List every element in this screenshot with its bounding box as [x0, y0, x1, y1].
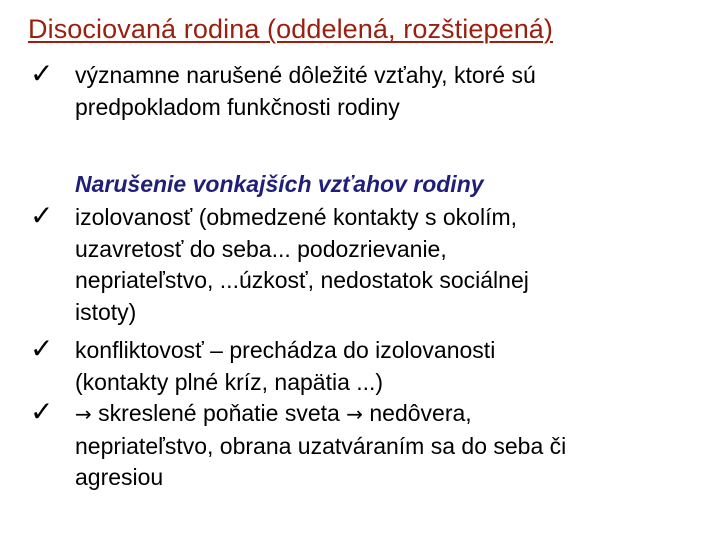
bullet-item-2-line: nepriateľstvo, ...úzkosť, nedostatok sociálnej: [75, 267, 529, 293]
bullet-item-1-line: predpokladom funkčnosti rodiny: [75, 93, 400, 120]
bullet-item-1: [75, 60, 536, 123]
bullet-item-2-line: istoty): [75, 298, 137, 325]
checkmark-icon: ✓: [30, 332, 54, 365]
arrow-right-icon: →: [75, 402, 92, 426]
bullet-item-3: [75, 335, 495, 398]
bullet-item-4-text: nedôvera,: [369, 400, 472, 426]
bullet-item-1-line: významne narušené dôležité vzťahy, ktoré sú: [75, 62, 536, 88]
checkmark-icon: ✓: [30, 57, 54, 90]
bullet-item-4-line: agresiou: [75, 464, 164, 490]
bullet-item-4-text: skreslené poňatie sveta: [98, 400, 340, 426]
bullet-item-3-line: (kontakty plné kríz, napätia ...): [75, 368, 384, 395]
bullet-item-4: [75, 398, 566, 494]
checkmark-icon: ✓: [30, 199, 54, 232]
bullet-item-4-line: nepriateľstvo, obrana uzatváraním sa do seba či: [75, 432, 567, 459]
section-subheading: Narušenie vonkajších vzťahov rodiny: [75, 171, 484, 197]
bullet-item-2-line: izolovanosť (obmedzené kontakty s okolím,: [75, 204, 518, 230]
bullet-item-4-line: [75, 398, 566, 431]
bullet-item-2-line: uzavretosť do seba... podozrievanie,: [75, 235, 447, 262]
checkmark-icon: ✓: [30, 395, 54, 428]
bullet-item-2: [75, 202, 529, 328]
bullet-item-3-line: konfliktovosť – prechádza do izolovanosti: [75, 337, 496, 363]
arrow-right-icon: →: [346, 402, 363, 426]
slide-title: Disociovaná rodina (oddelená, rozštiepená): [28, 14, 554, 44]
